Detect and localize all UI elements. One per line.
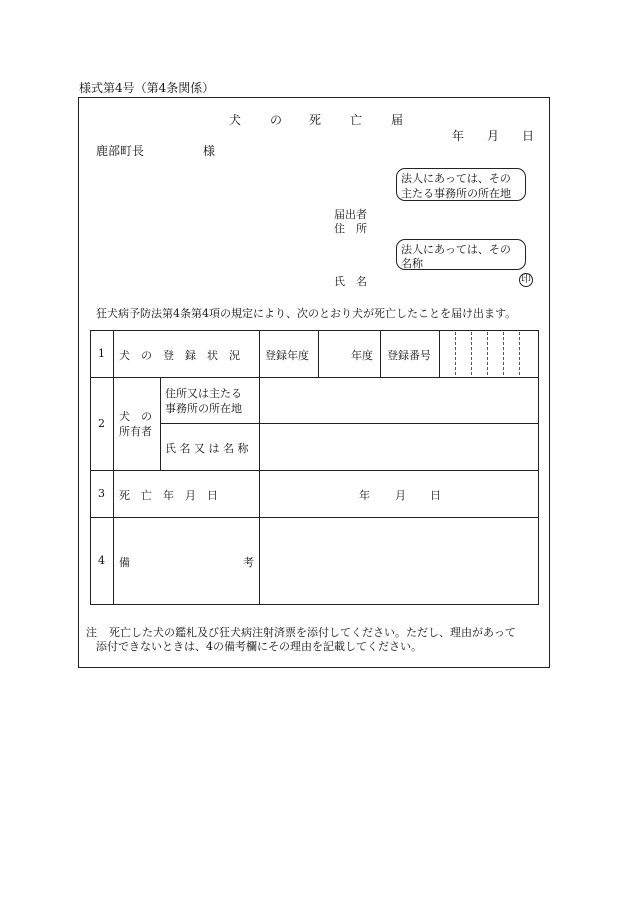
death-year-unit: 年: [359, 489, 370, 502]
title-char: 届: [391, 113, 404, 127]
notifier-name-label: 氏 名: [334, 275, 367, 288]
corp-address-note-line2: 主たる事務所の所在地: [401, 187, 511, 200]
remarks-label-right: 考: [243, 556, 254, 569]
row2-number: 2: [98, 417, 105, 430]
row1-number: 1: [98, 347, 105, 360]
note-line1: 死亡した犬の鑑札及び狂犬病注射済票を添付してください。ただし、理由があって: [109, 626, 516, 639]
reg-digit-divider: [455, 332, 456, 375]
reg-digit-divider: [487, 332, 488, 375]
column-divider: [318, 330, 319, 377]
title-char: 死: [309, 113, 322, 127]
owner-address-label-line2: 事務所の所在地: [165, 402, 242, 415]
reg-year-label: 登録年度: [265, 349, 309, 362]
owner-label-line1: 犬 の: [119, 410, 152, 423]
addressee-name: 鹿部町長: [96, 144, 145, 158]
date-year-unit: 年: [452, 129, 465, 143]
column-divider: [113, 330, 114, 605]
row4-number: 4: [98, 554, 105, 567]
corp-name-note-line1: 法人にあっては、その: [401, 243, 511, 256]
owner-address-label-line1: 住所又は主たる: [165, 387, 242, 400]
death-day-unit: 日: [430, 489, 441, 502]
nendo-unit: 年度: [351, 349, 373, 362]
statement-text: 狂犬病予防法第4条第4項の規定により、次のとおり犬が死亡したことを届け出ます。: [96, 307, 517, 320]
column-divider: [259, 330, 260, 605]
reg-digit-divider: [471, 332, 472, 375]
reg-digit-divider: [503, 332, 504, 375]
column-divider: [160, 377, 161, 470]
note-marker: 注: [86, 626, 97, 639]
owner-label-line2: 所有者: [119, 425, 152, 438]
notifier-address-label: 住 所: [334, 222, 367, 235]
row-divider: [90, 470, 539, 471]
death-month-unit: 月: [395, 489, 406, 502]
date-month-unit: 月: [487, 129, 500, 143]
remarks-label-left: 備: [119, 556, 130, 569]
column-divider: [380, 330, 381, 377]
owner-name-label: 氏 名 又 は 名 称: [165, 442, 249, 455]
title-char: 亡: [350, 113, 363, 127]
row3-number: 3: [98, 487, 105, 500]
note-line2: 添付できないときは、4の備考欄にその理由を記載してください。: [96, 640, 422, 653]
corp-address-note-line1: 法人にあっては、その: [401, 172, 511, 185]
corp-name-note-line2: 名称: [401, 257, 423, 270]
column-divider: [439, 330, 440, 377]
form-number-label: 様式第4号（第4条関係）: [79, 81, 215, 95]
row-divider: [160, 423, 539, 424]
title-char: 犬: [229, 113, 242, 127]
title-char: の: [270, 113, 283, 127]
row-divider: [90, 377, 539, 378]
reg-digit-divider: [519, 332, 520, 375]
row-divider: [90, 517, 539, 518]
row1-label: 犬 の 登 録 状 況: [119, 349, 240, 362]
seal-icon: 印: [521, 274, 531, 285]
reg-number-label: 登録番号: [387, 349, 431, 362]
addressee-honorific: 様: [203, 144, 216, 158]
notifier-label: 届出者: [334, 208, 367, 221]
date-day-unit: 日: [522, 129, 535, 143]
row3-label: 死 亡 年 月 日: [119, 489, 218, 502]
